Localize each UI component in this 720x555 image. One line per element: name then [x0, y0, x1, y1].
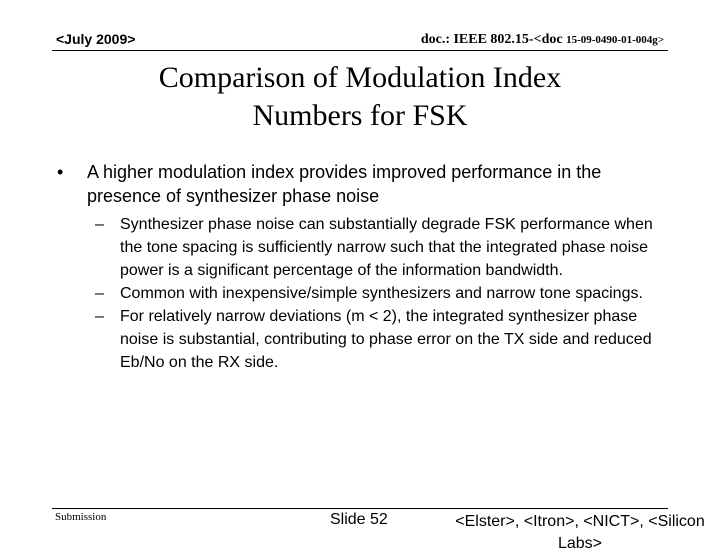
sub-bullet-dash: –	[95, 285, 104, 302]
header-doc-number: 15-09-0490-01-004g>	[566, 34, 664, 46]
header-doc-id	[421, 32, 664, 48]
sub-bullet-1	[95, 213, 660, 282]
main-bullet	[57, 160, 667, 208]
footer-authors: <Elster>, <Itron>, <NICT>, <Silicon Labs>	[455, 513, 705, 552]
header-rule	[52, 50, 668, 51]
bullet-marker: •	[57, 162, 64, 182]
header-date: <July 2009>	[56, 31, 136, 47]
main-bullet-text: A higher modulation index provides improved performance in the presence of synthesizer phase noise	[87, 162, 602, 206]
sub-bullet-2	[95, 282, 660, 305]
slide-title	[0, 59, 720, 135]
sub-bullet-3	[95, 305, 660, 374]
sub-bullet-list	[95, 213, 660, 374]
sub-bullet-text: Synthesizer phase noise can substantially degrade FSK performance when the tone spacing is sufficiently narrow such that the integrated phase noise power is a significant percentage of the information bandwidth.	[120, 216, 653, 279]
slide-title-line-2: Numbers for FSK	[252, 99, 468, 132]
slide-title-line-1: Comparison of Modulation Index	[158, 61, 562, 94]
footer-slide-number: Slide 52	[330, 511, 388, 528]
header-doc-prefix: doc.: IEEE 802.15-<doc	[420, 32, 563, 47]
sub-bullet-text: For relatively narrow deviations (m < 2), the integrated synthesizer phase noise is substantial, contributing to phase error on the TX side and reduced Eb/No on the RX side.	[120, 308, 652, 371]
sub-bullet-text: Common with inexpensive/simple synthesizers and narrow tone spacings.	[120, 285, 643, 302]
sub-bullet-dash: –	[95, 308, 104, 325]
footer-rule	[52, 508, 668, 509]
sub-bullet-dash: –	[95, 216, 104, 233]
footer-submission: Submission	[55, 511, 107, 523]
